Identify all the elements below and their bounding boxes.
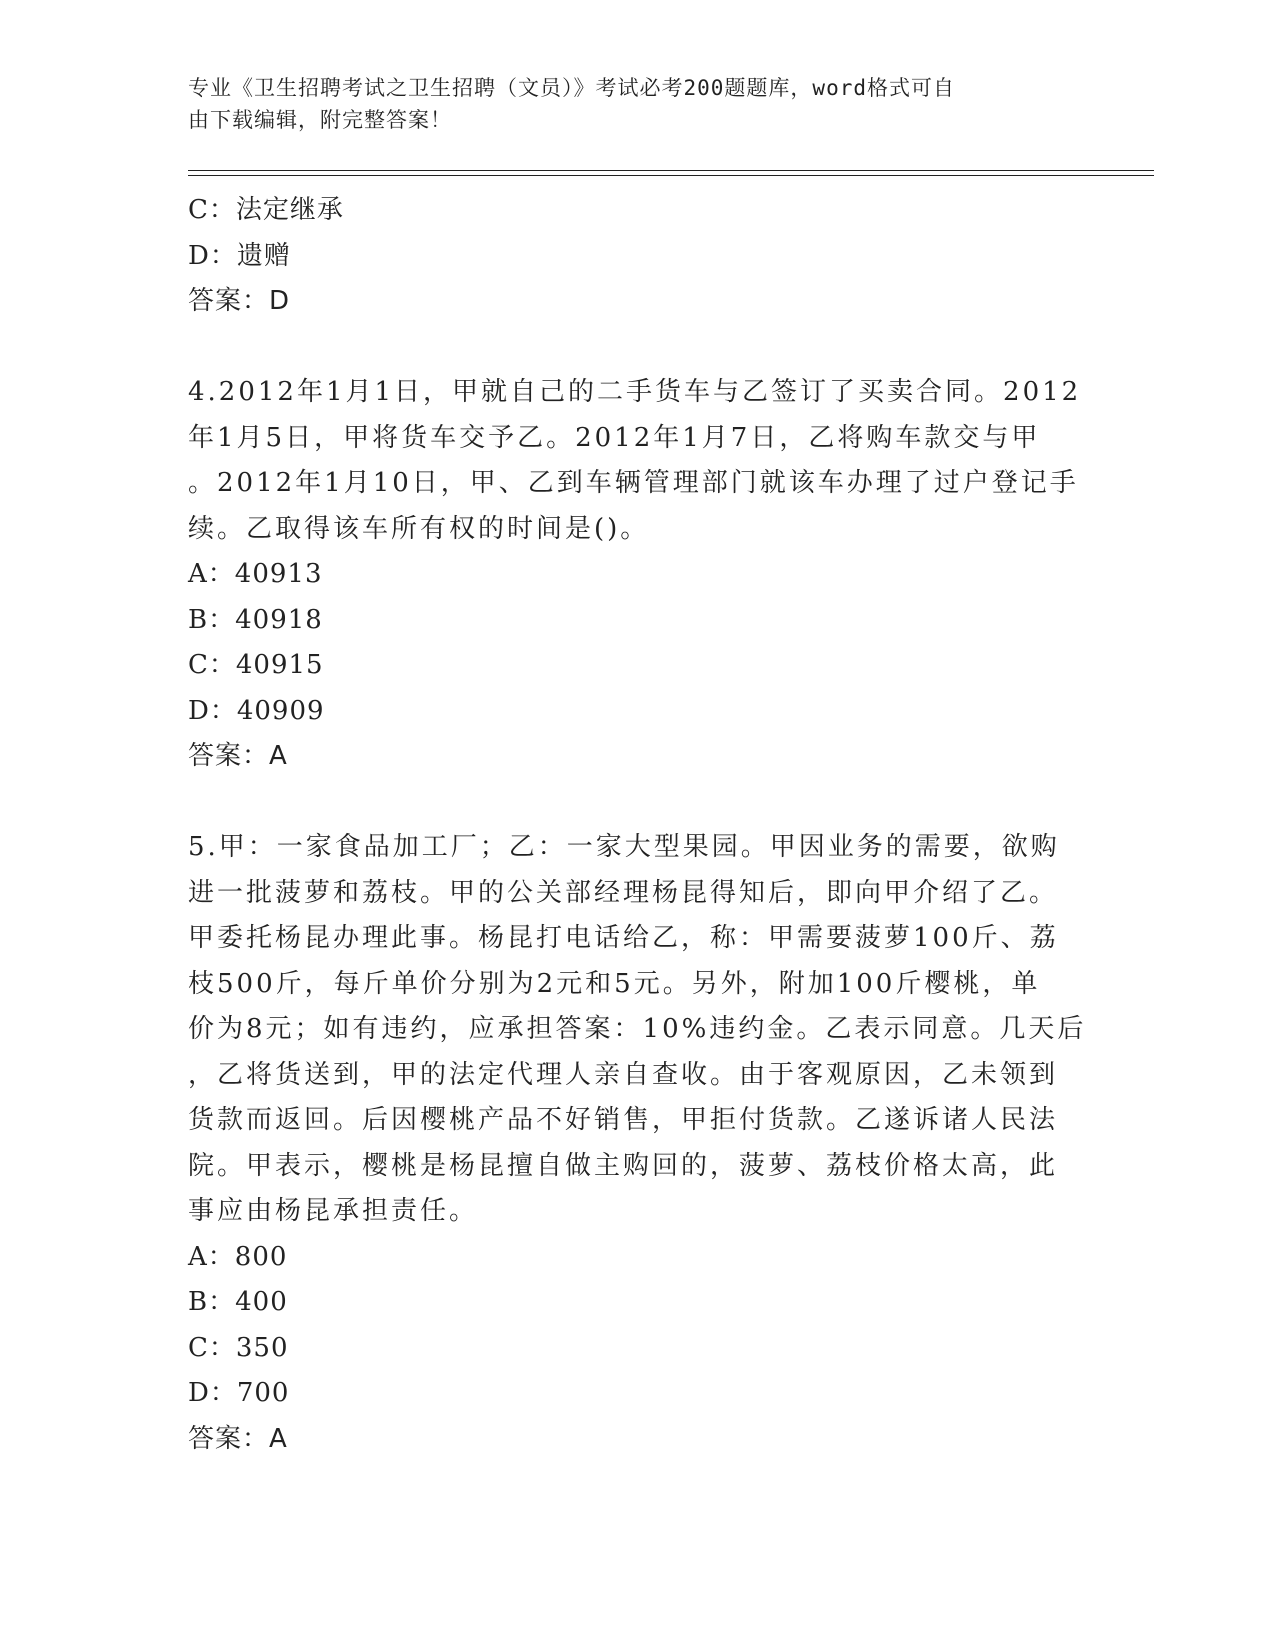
question-5: [188, 825, 1088, 1462]
question-line: 院。甲表示，樱桃是杨昆擅自做主购回的，菠萝、荔枝价格太高，此: [188, 1150, 1059, 1181]
option-d: D：遗赠: [188, 240, 291, 271]
question-line: 事应由杨昆承担责任。: [188, 1196, 479, 1226]
question-line: 货款而返回。后因樱桃产品不好销售，甲拒付货款。乙遂诉诸人民法: [188, 1105, 1059, 1135]
option-b: B：40918: [188, 604, 323, 635]
question-text: [188, 370, 1088, 552]
answer: 答案：D: [188, 286, 291, 316]
prev-question: [188, 188, 1088, 325]
option-d: D：700: [188, 1378, 290, 1408]
question-line: 价为8元；如有违约，应承担答案：10%违约金。乙表示同意。几天后: [188, 1014, 1087, 1044]
header-line-2: 由下载编辑，附完整答案！: [188, 108, 452, 132]
option-c: C：法定继承: [188, 195, 344, 225]
blank-line: [188, 780, 1088, 826]
option-a: A：40913: [188, 559, 323, 589]
question-line: 年1月5日，甲将货车交予乙。2012年1月7日，乙将购车款交与甲: [188, 422, 1041, 453]
header-line-1: 专业《卫生招聘考试之卫生招聘（文员）》考试必考200题题库，word格式可自: [188, 76, 955, 100]
option-c: C：40915: [188, 650, 324, 680]
question-line: 。2012年1月10日，甲、乙到车辆管理部门就该车办理了过户登记手: [188, 468, 1079, 498]
option-b: B：400: [188, 1287, 288, 1317]
question-line: 枝500斤，每斤单价分别为2元和5元。另外，附加100斤樱桃，单: [188, 968, 1041, 999]
question-line: 5.甲：一家食品加工厂；乙：一家大型果园。甲因业务的需要，欲购: [188, 832, 1060, 862]
option-d: D：40909: [188, 695, 325, 726]
header-rule-top: [188, 170, 1154, 171]
question-line: ，乙将货送到，甲的法定代理人亲自查收。由于客观原因，乙未领到: [188, 1059, 1059, 1090]
page-header: [188, 72, 1068, 136]
blank-line: [188, 325, 1088, 371]
question-line: 续。乙取得该车所有权的时间是()。: [188, 513, 650, 544]
question-4: [188, 370, 1088, 780]
question-text: [188, 825, 1088, 1235]
document-body: [188, 188, 1088, 1462]
question-line: 进一批菠萝和荔枝。甲的公关部经理杨昆得知后，即向甲介绍了乙。: [188, 877, 1059, 908]
header-rule-bottom: [188, 175, 1154, 176]
question-line: 4.2012年1月1日，甲就自己的二手货车与乙签订了买卖合同。2012: [188, 377, 1082, 407]
answer: 答案：A: [188, 741, 288, 771]
option-a: A：800: [188, 1241, 288, 1272]
answer: 答案：A: [188, 1423, 288, 1454]
option-c: C：350: [188, 1332, 289, 1363]
question-line: 甲委托杨昆办理此事。杨昆打电话给乙，称：甲需要菠萝100斤、荔: [188, 923, 1059, 953]
